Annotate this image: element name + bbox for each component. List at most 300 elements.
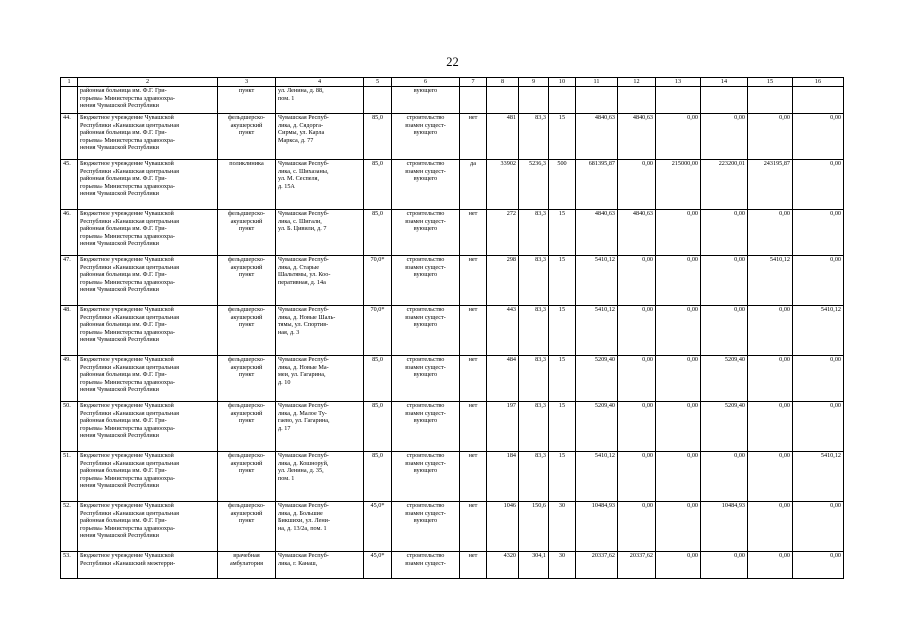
table-row	[61, 402, 844, 452]
column-8-cell: 272	[487, 210, 519, 256]
cell-text-line: акушерский	[230, 313, 263, 321]
column-7-cell: да	[460, 160, 487, 210]
cell-text-line: Маркса, д. 77	[278, 136, 314, 144]
wear-percent-cell: 85,0	[364, 402, 392, 452]
column-7-cell: нет	[460, 256, 487, 306]
column-12-cell: 0,00	[618, 160, 656, 210]
column-12-cell: 0,00	[618, 356, 656, 402]
cell-text-line: строительство	[406, 452, 445, 459]
cell-text-line: фельдшерско-	[227, 402, 265, 409]
facility-type-cell	[218, 452, 276, 502]
cell-text-line: Чувашская Респуб-	[278, 114, 329, 121]
column-9-cell: 304,1	[519, 552, 549, 579]
column-10-cell: 15	[549, 356, 576, 402]
page-number: 22	[446, 55, 459, 69]
cell-text-line: вующего	[413, 225, 438, 233]
registry-body	[61, 78, 844, 579]
row-number-cell: 50.	[61, 402, 78, 452]
cell-text-line: акушерский	[230, 459, 263, 467]
column-16-cell: 0,00	[793, 356, 844, 402]
cell-text-line: пункт	[238, 467, 255, 475]
cell-text-line: акушерский	[230, 409, 263, 417]
column-8-cell: 298	[487, 256, 519, 306]
cell-text-line: лика, г. Канаш,	[278, 559, 318, 567]
cell-text-line: вующего	[413, 371, 438, 379]
cell-text-line: лика, д. Кошноруй,	[278, 459, 329, 467]
column-9-cell: 83,3	[519, 306, 549, 356]
cell-text-line: районная больница им. Ф.Г. Гри-	[80, 175, 167, 183]
column-8-cell: 1046	[487, 502, 519, 552]
cell-text-line: акушерский	[230, 121, 263, 129]
cell-text-line: Бюджетное учреждение Чувашской	[80, 502, 174, 509]
wear-percent-cell: 85,0	[364, 356, 392, 402]
column-13-cell: 0,00	[656, 114, 701, 160]
work-type-cell	[392, 114, 460, 160]
column-13-cell: 0,00	[656, 306, 701, 356]
row-number-cell: 53.	[61, 552, 78, 579]
column-11-cell: 4840,63	[576, 114, 618, 160]
address-cell	[276, 114, 364, 160]
cell-text-line: пом. 1	[278, 94, 295, 102]
cell-text-line: ул. Ленина, д. 35,	[278, 467, 324, 475]
cell-text-line: ул. Б. Цивили, д. 7	[278, 225, 327, 233]
cell-text-line: нения Чувашской Республики	[80, 240, 159, 248]
cell-text-line: взамен сущест-	[405, 313, 446, 321]
cell-text-line: лика, д. Старые	[278, 263, 319, 271]
wear-percent-cell: 85,0	[364, 452, 392, 502]
row-number-cell: 45.	[61, 160, 78, 210]
column-number-cell: 4	[276, 78, 364, 87]
column-11-cell	[576, 87, 618, 114]
column-number-cell: 9	[519, 78, 549, 87]
column-10-cell: 30	[549, 502, 576, 552]
column-number-cell: 8	[487, 78, 519, 87]
column-10-cell: 15	[549, 256, 576, 306]
address-cell	[276, 210, 364, 256]
column-14-cell: 0,00	[701, 452, 748, 502]
column-11-cell: 681395,87	[576, 160, 618, 210]
cell-text-line: фельдшерско-	[227, 356, 265, 363]
cell-text-line: районная больница им. Ф.Г. Гри-	[80, 371, 167, 379]
cell-text-line: Бюджетное учреждение Чувашской	[80, 356, 174, 363]
cell-text-line: акушерский	[230, 217, 263, 225]
column-number-cell: 1	[61, 78, 78, 87]
table-row	[61, 210, 844, 256]
column-11-cell: 5209,40	[576, 402, 618, 452]
cell-text-line: районная больница им. Ф.Г. Гри-	[80, 225, 167, 233]
cell-text-line: взамен сущест-	[405, 167, 446, 175]
cell-text-line: нения Чувашской Республики	[80, 336, 159, 344]
cell-text-line: строительство	[406, 356, 445, 363]
facility-type-cell	[218, 114, 276, 160]
address-cell	[276, 87, 364, 114]
column-9-cell: 83,3	[519, 402, 549, 452]
column-number-cell: 6	[392, 78, 460, 87]
cell-text-line: фельдшерско-	[227, 306, 265, 313]
column-12-cell: 0,00	[618, 452, 656, 502]
cell-text-line: лика, с. Шихазаны,	[278, 167, 329, 175]
cell-text-line: нения Чувашской Республики	[80, 386, 159, 394]
cell-text-line: амбулатория	[229, 559, 264, 567]
cell-text-line: д. 17	[278, 424, 291, 432]
column-number-cell: 13	[656, 78, 701, 87]
cell-text-line: фельдшерско-	[227, 502, 265, 509]
column-7-cell: нет	[460, 210, 487, 256]
cell-text-line: горьева» Министерства здравоохра-	[80, 232, 175, 240]
column-14-cell: 0,00	[701, 256, 748, 306]
column-number-cell: 2	[78, 78, 218, 87]
cell-text-line: нения Чувашской Республики	[80, 102, 159, 110]
column-15-cell: 0,00	[748, 210, 793, 256]
wear-percent-cell: 70,0*	[364, 256, 392, 306]
cell-text-line: пункт	[238, 517, 255, 525]
row-number-cell	[61, 87, 78, 114]
cell-text-line: вующего	[413, 175, 438, 183]
cell-text-line: лика, д. Малое Ту-	[278, 409, 327, 417]
cell-text-line: пункт	[238, 225, 255, 233]
cell-text-line: Республики «Канашская центральная	[80, 167, 179, 175]
row-number-cell: 51.	[61, 452, 78, 502]
column-11-cell: 4840,63	[576, 210, 618, 256]
cell-text-line: фельдшерско-	[227, 114, 265, 121]
cell-text-line: Республики «Канашская центральная	[80, 409, 179, 417]
facility-type-cell	[218, 160, 276, 210]
work-type-cell	[392, 356, 460, 402]
cell-text-line: Бюджетное учреждение Чувашской	[80, 402, 174, 409]
column-7-cell: нет	[460, 402, 487, 452]
address-cell	[276, 502, 364, 552]
work-type-cell	[392, 502, 460, 552]
column-9-cell: 83,3	[519, 452, 549, 502]
column-12-cell: 0,00	[618, 256, 656, 306]
column-8-cell: 33902	[487, 160, 519, 210]
cell-text-line: вующего	[413, 87, 438, 94]
cell-text-line: Сирмы, ул. Карла	[278, 129, 325, 137]
facility-type-cell	[218, 402, 276, 452]
row-number-cell: 52.	[61, 502, 78, 552]
column-15-cell: 0,00	[748, 502, 793, 552]
wear-percent-cell	[364, 87, 392, 114]
table-row	[61, 256, 844, 306]
cell-text-line: горьева» Министерства здравоохра-	[80, 136, 175, 144]
wear-percent-cell: 85,0	[364, 160, 392, 210]
column-16-cell: 0,00	[793, 160, 844, 210]
column-15-cell: 243195,87	[748, 160, 793, 210]
cell-text-line: районная больница им. Ф.Г. Гри-	[80, 271, 167, 279]
address-cell	[276, 552, 364, 579]
cell-text-line: строительство	[406, 402, 445, 409]
cell-text-line: лика, с. Шигали,	[278, 217, 322, 225]
cell-text-line: Республики «Канашская центральная	[80, 363, 179, 371]
column-7-cell: нет	[460, 552, 487, 579]
column-10-cell: 15	[549, 114, 576, 160]
column-14-cell: 5209,40	[701, 402, 748, 452]
facility-type-cell	[218, 210, 276, 256]
work-type-cell	[392, 256, 460, 306]
cell-text-line: лика, д. Новые Ма-	[278, 363, 329, 371]
column-12-cell: 4840,63	[618, 114, 656, 160]
work-type-cell	[392, 87, 460, 114]
facility-type-cell	[218, 356, 276, 402]
column-11-cell: 10484,93	[576, 502, 618, 552]
cell-text-line: взамен сущест-	[405, 559, 446, 567]
cell-text-line: взамен сущест-	[405, 263, 446, 271]
cell-text-line: нения Чувашской Республики	[80, 144, 159, 152]
facility-type-cell	[218, 552, 276, 579]
organization-cell	[78, 114, 218, 160]
column-14-cell: 0,00	[701, 114, 748, 160]
cell-text-line: районная больница им. Ф.Г. Гри-	[80, 129, 167, 137]
column-16-cell: 0,00	[793, 402, 844, 452]
column-16-cell	[793, 87, 844, 114]
table-row	[61, 87, 844, 114]
column-15-cell: 0,00	[748, 306, 793, 356]
cell-text-line: Чувашская Респуб-	[278, 356, 329, 363]
cell-text-line: Республики «Канашская центральная	[80, 459, 179, 467]
column-16-cell: 5410,12	[793, 306, 844, 356]
cell-text-line: вующего	[413, 517, 438, 525]
column-number-cell: 15	[748, 78, 793, 87]
cell-text-line: Бюджетное учреждение Чувашской	[80, 210, 174, 217]
column-15-cell: 0,00	[748, 114, 793, 160]
column-10-cell: 30	[549, 552, 576, 579]
work-type-cell	[392, 160, 460, 210]
table-row	[61, 452, 844, 502]
facility-type-cell	[218, 306, 276, 356]
table-row	[61, 114, 844, 160]
column-9-cell	[519, 87, 549, 114]
cell-text-line: нения Чувашской Республики	[80, 482, 159, 490]
address-cell	[276, 306, 364, 356]
registry-table	[60, 77, 844, 579]
wear-percent-cell: 45,0*	[364, 502, 392, 552]
cell-text-line: строительство	[406, 306, 445, 313]
column-8-cell: 484	[487, 356, 519, 402]
column-13-cell: 0,00	[656, 552, 701, 579]
organization-cell	[78, 452, 218, 502]
cell-text-line: вующего	[413, 129, 438, 137]
cell-text-line: д. 10	[278, 378, 291, 386]
organization-cell	[78, 552, 218, 579]
column-14-cell	[701, 87, 748, 114]
cell-text-line: акушерский	[230, 509, 263, 517]
cell-text-line: районная больница им. Ф.Г. Гри-	[80, 87, 167, 94]
column-8-cell: 197	[487, 402, 519, 452]
cell-text-line: Бюджетное учреждение Чувашской	[80, 114, 174, 121]
column-14-cell: 10484,93	[701, 502, 748, 552]
column-13-cell	[656, 87, 701, 114]
column-9-cell: 83,3	[519, 114, 549, 160]
column-12-cell	[618, 87, 656, 114]
row-number-cell: 49.	[61, 356, 78, 402]
column-number-cell: 10	[549, 78, 576, 87]
column-8-cell	[487, 87, 519, 114]
column-15-cell: 0,00	[748, 356, 793, 402]
cell-text-line: на, д. 13/2а, пом. 1	[278, 524, 327, 532]
column-15-cell: 0,00	[748, 552, 793, 579]
cell-text-line: пом. 1	[278, 474, 295, 482]
cell-text-line: Республики «Канашская центральная	[80, 313, 179, 321]
wear-percent-cell: 45,0*	[364, 552, 392, 579]
facility-type-cell	[218, 256, 276, 306]
column-number-row	[61, 78, 844, 87]
column-10-cell: 15	[549, 306, 576, 356]
column-12-cell: 4840,63	[618, 210, 656, 256]
wear-percent-cell: 85,0	[364, 210, 392, 256]
column-11-cell: 20337,62	[576, 552, 618, 579]
column-number-cell: 11	[576, 78, 618, 87]
work-type-cell	[392, 552, 460, 579]
cell-text-line: фельдшерско-	[227, 256, 265, 263]
cell-text-line: Чувашская Респуб-	[278, 452, 329, 459]
column-13-cell: 0,00	[656, 210, 701, 256]
cell-text-line: горьева» Министерства здравоохра-	[80, 524, 175, 532]
address-cell	[276, 402, 364, 452]
cell-text-line: строительство	[406, 502, 445, 509]
facility-type-cell	[218, 502, 276, 552]
column-14-cell: 0,00	[701, 306, 748, 356]
cell-text-line: лика, д. Сядорга-	[278, 121, 324, 129]
address-cell	[276, 160, 364, 210]
column-16-cell: 5410,12	[793, 452, 844, 502]
cell-text-line: вующего	[413, 417, 438, 425]
cell-text-line: акушерский	[230, 263, 263, 271]
cell-text-line: вующего	[413, 271, 438, 279]
column-13-cell: 0,00	[656, 502, 701, 552]
column-14-cell: 5209,40	[701, 356, 748, 402]
cell-text-line: пункт	[238, 87, 255, 94]
row-number-cell: 46.	[61, 210, 78, 256]
cell-text-line: Бикшихи, ул. Лени-	[278, 517, 331, 525]
column-8-cell: 184	[487, 452, 519, 502]
table-row	[61, 356, 844, 402]
column-13-cell: 0,00	[656, 356, 701, 402]
cell-text-line: взамен сущест-	[405, 363, 446, 371]
column-14-cell: 0,00	[701, 210, 748, 256]
column-12-cell: 0,00	[618, 402, 656, 452]
cell-text-line: нения Чувашской Республики	[80, 432, 159, 440]
column-15-cell: 0,00	[748, 402, 793, 452]
cell-text-line: нения Чувашской Республики	[80, 532, 159, 540]
cell-text-line: Республики «Канашская центральная	[80, 509, 179, 517]
column-7-cell: нет	[460, 114, 487, 160]
cell-text-line: взамен сущест-	[405, 459, 446, 467]
cell-text-line: вующего	[413, 321, 438, 329]
cell-text-line: Бюджетное учреждение Чувашской	[80, 160, 174, 167]
organization-cell	[78, 356, 218, 402]
cell-text-line: ул. Ленина, д. 88,	[278, 87, 324, 94]
cell-text-line: районная больница им. Ф.Г. Гри-	[80, 417, 167, 425]
cell-text-line: пункт	[238, 271, 255, 279]
column-10-cell: 500	[549, 160, 576, 210]
table-row	[61, 306, 844, 356]
column-14-cell: 223200,01	[701, 160, 748, 210]
column-9-cell: 5236,3	[519, 160, 549, 210]
cell-text-line: горьева» Министерства здравоохра-	[80, 182, 175, 190]
organization-cell	[78, 502, 218, 552]
wear-percent-cell: 85,0	[364, 114, 392, 160]
address-cell	[276, 256, 364, 306]
column-9-cell: 83,3	[519, 356, 549, 402]
address-cell	[276, 452, 364, 502]
cell-text-line: строительство	[406, 552, 445, 559]
cell-text-line: Республики «Канашская центральная	[80, 217, 179, 225]
column-9-cell: 150,6	[519, 502, 549, 552]
cell-text-line: Шальтямы, ул. Коо-	[278, 271, 331, 279]
column-7-cell: нет	[460, 452, 487, 502]
cell-text-line: районная больница им. Ф.Г. Гри-	[80, 321, 167, 329]
cell-text-line: ная, д. 3	[278, 328, 300, 336]
column-15-cell: 5410,12	[748, 256, 793, 306]
cell-text-line: взамен сущест-	[405, 509, 446, 517]
cell-text-line: лика, д. Большие	[278, 509, 323, 517]
organization-cell	[78, 210, 218, 256]
cell-text-line: горьева» Министерства здравоохра-	[80, 474, 175, 482]
cell-text-line: Республики «Канашская центральная	[80, 121, 179, 129]
cell-text-line: Чувашская Респуб-	[278, 210, 329, 217]
cell-text-line: врачебная	[233, 552, 260, 559]
organization-cell	[78, 87, 218, 114]
cell-text-line: д. 15А	[278, 182, 295, 190]
column-15-cell: 0,00	[748, 452, 793, 502]
cell-text-line: Бюджетное учреждение Чувашской	[80, 306, 174, 313]
cell-text-line: поликлиника	[229, 160, 264, 167]
cell-text-line: Чувашская Респуб-	[278, 552, 329, 559]
column-16-cell: 0,00	[793, 114, 844, 160]
cell-text-line: фельдшерско-	[227, 452, 265, 459]
column-number-cell: 16	[793, 78, 844, 87]
cell-text-line: Чувашская Респуб-	[278, 306, 329, 313]
row-number-cell: 47.	[61, 256, 78, 306]
column-7-cell: нет	[460, 306, 487, 356]
work-type-cell	[392, 402, 460, 452]
cell-text-line: фельдшерско-	[227, 210, 265, 217]
cell-text-line: горьева» Министерства здравоохра-	[80, 378, 175, 386]
cell-text-line: горьева» Министерства здравоохра-	[80, 424, 175, 432]
column-9-cell: 83,3	[519, 256, 549, 306]
column-11-cell: 5410,12	[576, 306, 618, 356]
wear-percent-cell: 70,0*	[364, 306, 392, 356]
column-11-cell: 5410,12	[576, 256, 618, 306]
column-15-cell	[748, 87, 793, 114]
cell-text-line: вующего	[413, 467, 438, 475]
cell-text-line: горьева» Министерства здравоохра-	[80, 278, 175, 286]
column-13-cell: 0,00	[656, 402, 701, 452]
cell-text-line: районная больница им. Ф.Г. Гри-	[80, 517, 167, 525]
cell-text-line: взамен сущест-	[405, 121, 446, 129]
column-12-cell: 20337,62	[618, 552, 656, 579]
organization-cell	[78, 402, 218, 452]
cell-text-line: нения Чувашской Республики	[80, 190, 159, 198]
column-8-cell: 481	[487, 114, 519, 160]
column-7-cell: нет	[460, 356, 487, 402]
column-number-cell: 5	[364, 78, 392, 87]
cell-text-line: Бюджетное учреждение Чувашской	[80, 256, 174, 263]
cell-text-line: Республики «Канашская центральная	[80, 263, 179, 271]
cell-text-line: районная больница им. Ф.Г. Гри-	[80, 467, 167, 475]
column-7-cell	[460, 87, 487, 114]
cell-text-line: тямы, ул. Спортив-	[278, 321, 329, 329]
cell-text-line: взамен сущест-	[405, 409, 446, 417]
column-10-cell: 15	[549, 210, 576, 256]
table-row	[61, 552, 844, 579]
organization-cell	[78, 256, 218, 306]
column-16-cell: 0,00	[793, 502, 844, 552]
column-13-cell: 0,00	[656, 256, 701, 306]
column-14-cell: 0,00	[701, 552, 748, 579]
cell-text-line: ул. М. Сеспеля,	[278, 175, 319, 183]
column-16-cell: 0,00	[793, 552, 844, 579]
